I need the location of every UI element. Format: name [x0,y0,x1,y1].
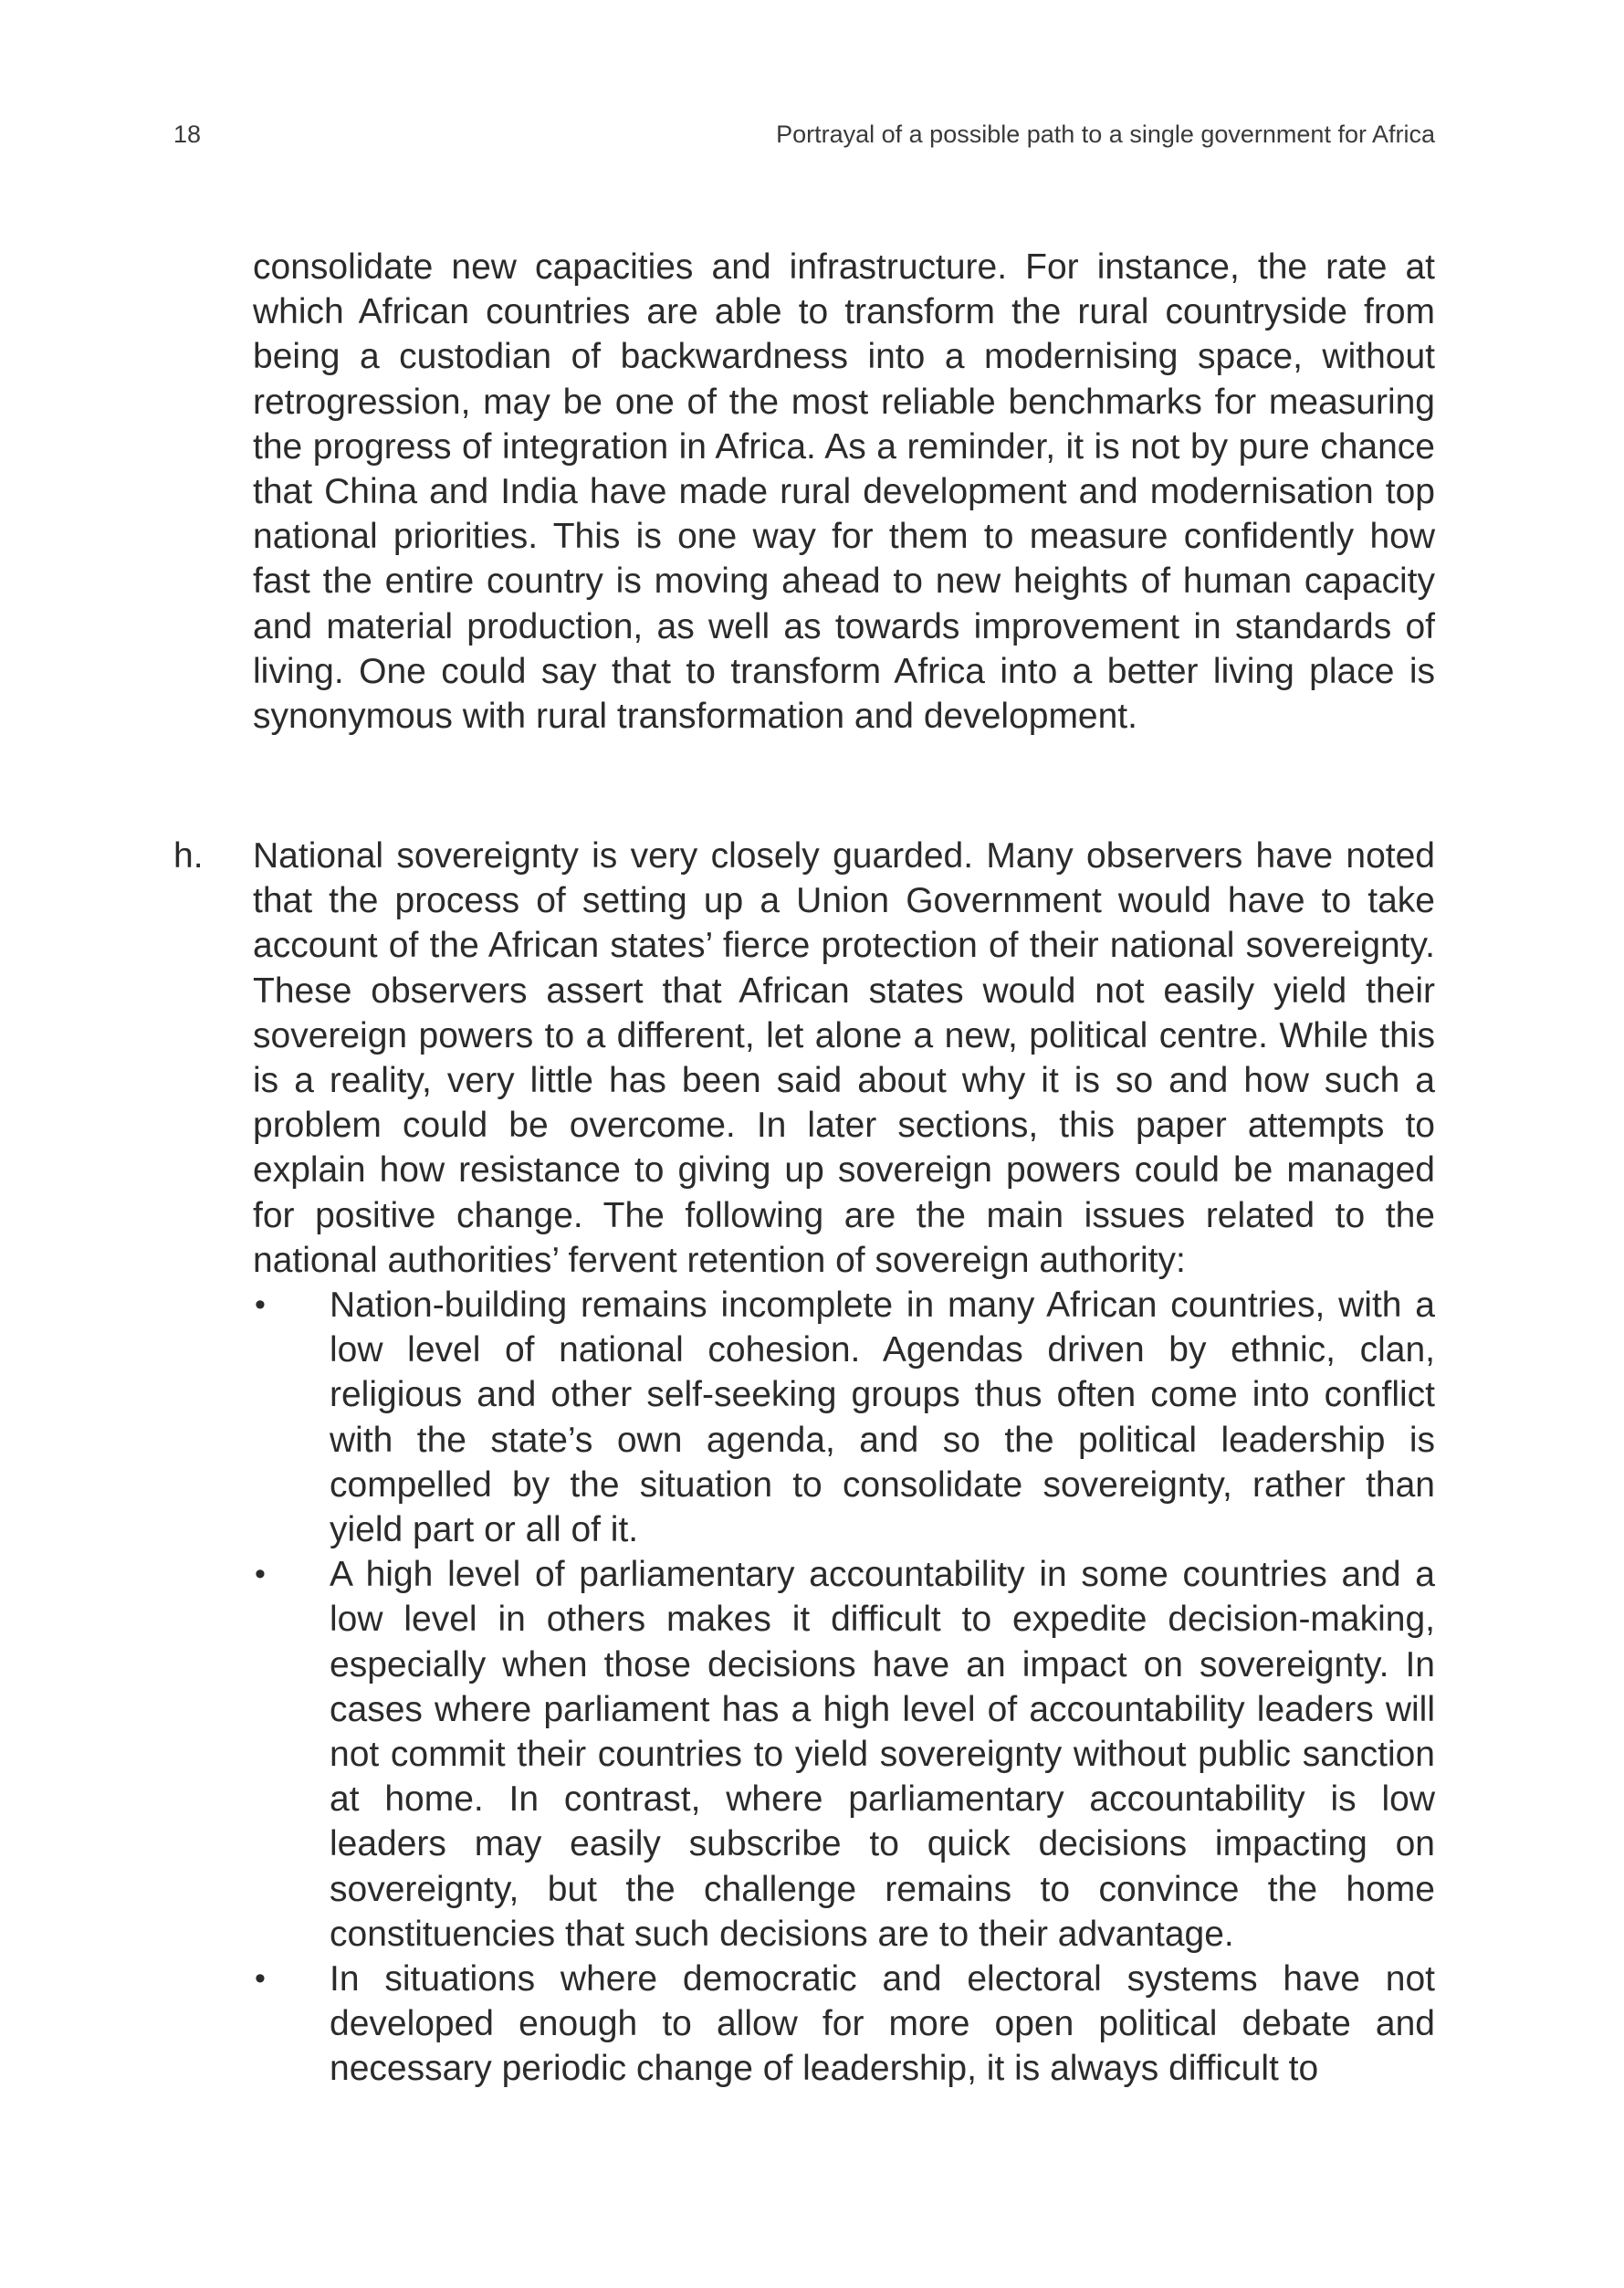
running-title: Portrayal of a possible path to a single government for Africa [776,121,1435,148]
page-header [173,121,1435,157]
bullet-item-text: In situations where democratic and electoral systems have not developed enough to allow for more open political debate and necessary periodic change of leadership, it is always difficult to [330,1959,1435,2089]
list-item-h [253,834,1435,2092]
bullet-item-text: A high level of parliamentary accountability in some countries and a low level in others makes it difficult to expedite decision-making, especially when those decisions have an impact on sovereignty. In cases where parliament has a high level of accountability leaders will not commit their countries to yield sovereignty without public sanction at home. In contrast, where parliamentary accountability is low leaders may easily subscribe to quick decisions impacting on sovereignty, but the challenge remains to convince the home constituencies that such decisions are to their advantage. [330,1555,1435,1954]
bullet-icon: • [255,1961,266,1997]
continuation-paragraph-block [253,245,1435,739]
bullet-list [253,1283,1435,2092]
bullet-item [253,1283,1435,1552]
bullet-item [253,1552,1435,1957]
bullet-icon: • [255,1557,266,1592]
page-number: 18 [173,121,202,148]
list-item-marker-h: h. [173,836,204,876]
bullet-icon: • [255,1287,266,1323]
bullet-item-text: Nation-building remains incomplete in many African countries, with a low level of national cohesion. Agendas driven by ethnic, clan, religious and other self-seeking groups thus often come into conflict with the state’s own agenda, and so the political leadership is compelled by the situation to consolidate sovereignty, rather than yield part or all of it. [330,1286,1435,1550]
list-item-h-text: National sovereignty is very closely guarded. Many observers have noted that the process of setting up a Union Government would have to take account of the African states’ fierce protection of their national sovereignty. These observers assert that African states would not easily yield their sovereign powers to a different, let alone a new, political centre. While this is a reality, very little has been said about why it is so and how such a problem could be overcome. In later sections, this paper attempts to explain how resistance to giving up sovereign powers could be managed for positive change. The following are the main issues related to the national authorities’ fervent retention of sovereign authority: [253,836,1435,1280]
bullet-item [253,1957,1435,2092]
continuation-paragraph: consolidate new capacities and infrastructure. For instance, the rate at which African countries are able to transform the rural countryside from being a custodian of backwardness into a modernising space, without retrogression, may be one of the most reliable benchmarks for measuring the progress of integration in Africa. As a reminder, it is not by pure chance that China and India have made rural development and modernisation top national priorities. This is one way for them to measure confidently how fast the entire country is moving ahead to new heights of human capacity and material production, as well as towards improvement in standards of living. One could say that to transform Africa into a better living place is synonymous with rural transformation and development. [253,247,1435,737]
